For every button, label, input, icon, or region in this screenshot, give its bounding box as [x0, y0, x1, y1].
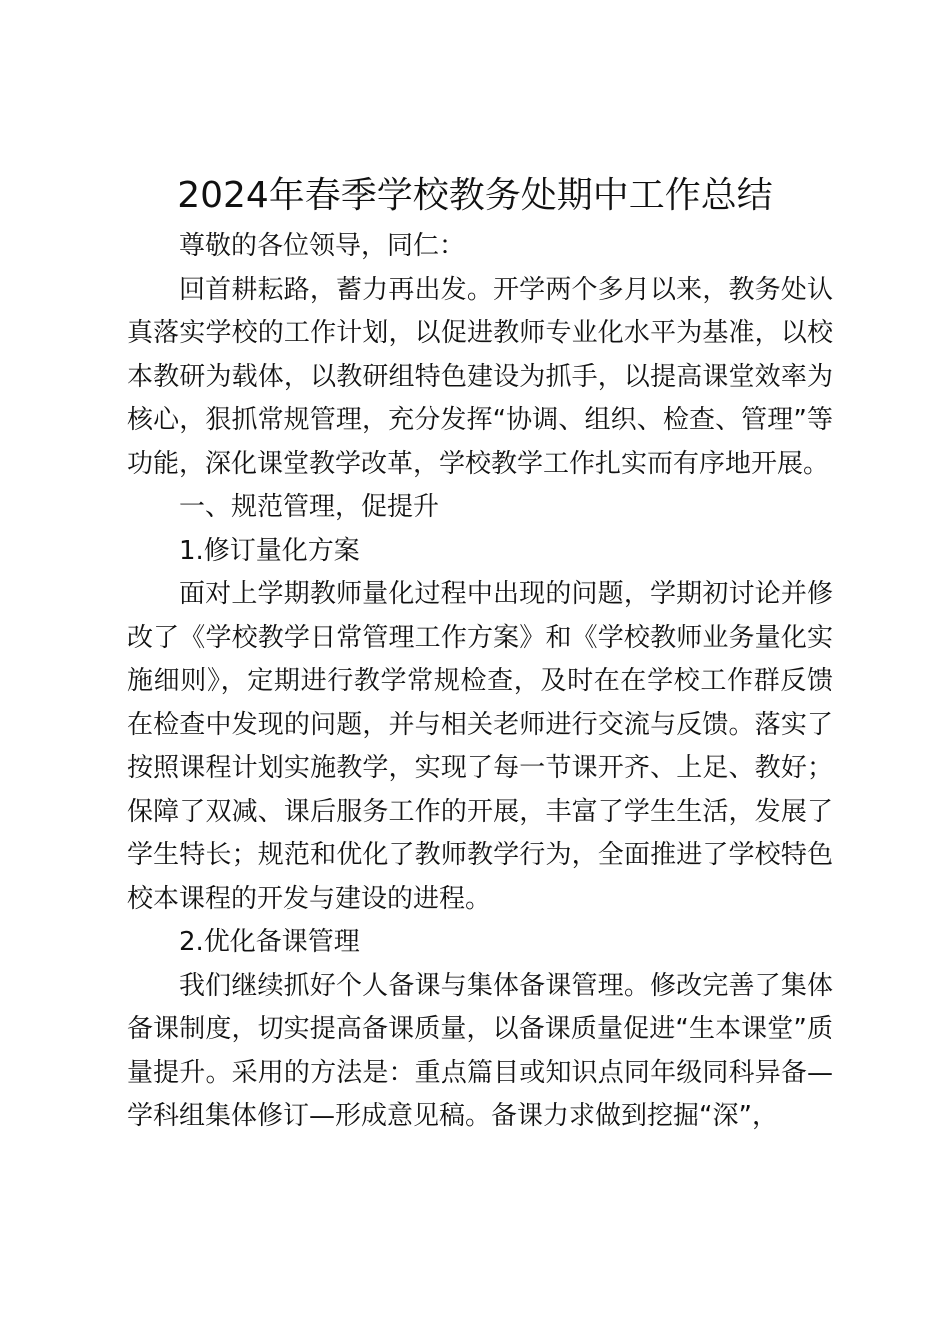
section-heading-1: 一、规范管理，促提升 [179, 492, 440, 522]
body-paragraph: 面对上学期教师量化过程中出现的问题，学期初讨论并修改了《学校教学日常管理工作方案》和《学校教师业务量化实施细则》，定期进行教学常规检查，及时在在学校工作群反馈在检查中发现的问题，并与相关老师进行交流与反馈。落实了按照课程计划实施教学，实现了每一节课开齐、上足、教好；保障了双减、课后服务工作的开展，丰富了学生生活，发展了学生特长；规范和优化了教师教学行为，全面推进了学校特色校本课程的开发与建设的进程。 [127, 579, 833, 914]
document-body [127, 225, 833, 1139]
subheading-1-2: 2.优化备课管理 [179, 927, 360, 957]
document-title: 2024年春季学校教务处期中工作总结 [177, 175, 773, 216]
body-paragraph: 我们继续抓好个人备课与集体备课管理。修改完善了集体备课制度，切实提高备课质量，以备课质量促进“生本课堂”质量提升。采用的方法是：重点篇目或知识点同年级同科异备—学科组集体修订—形成意见稿。备课力求做到挖掘“深”， [127, 970, 833, 1131]
intro-paragraph: 回首耕耘路，蓄力再出发。开学两个多月以来，教务处认真落实学校的工作计划，以促进教师专业化水平为基准，以校本教研为载体，以教研组特色建设为抓手，以提高课堂效率为核心，狠抓常规管理，充分发挥“协调、组织、检查、管理”等功能，深化课堂教学改革，学校教学工作扎实而有序地开展。 [127, 274, 833, 479]
subheading-1-1: 1.修订量化方案 [179, 535, 360, 566]
salutation-paragraph: 尊敬的各位领导，同仁： [179, 231, 466, 261]
